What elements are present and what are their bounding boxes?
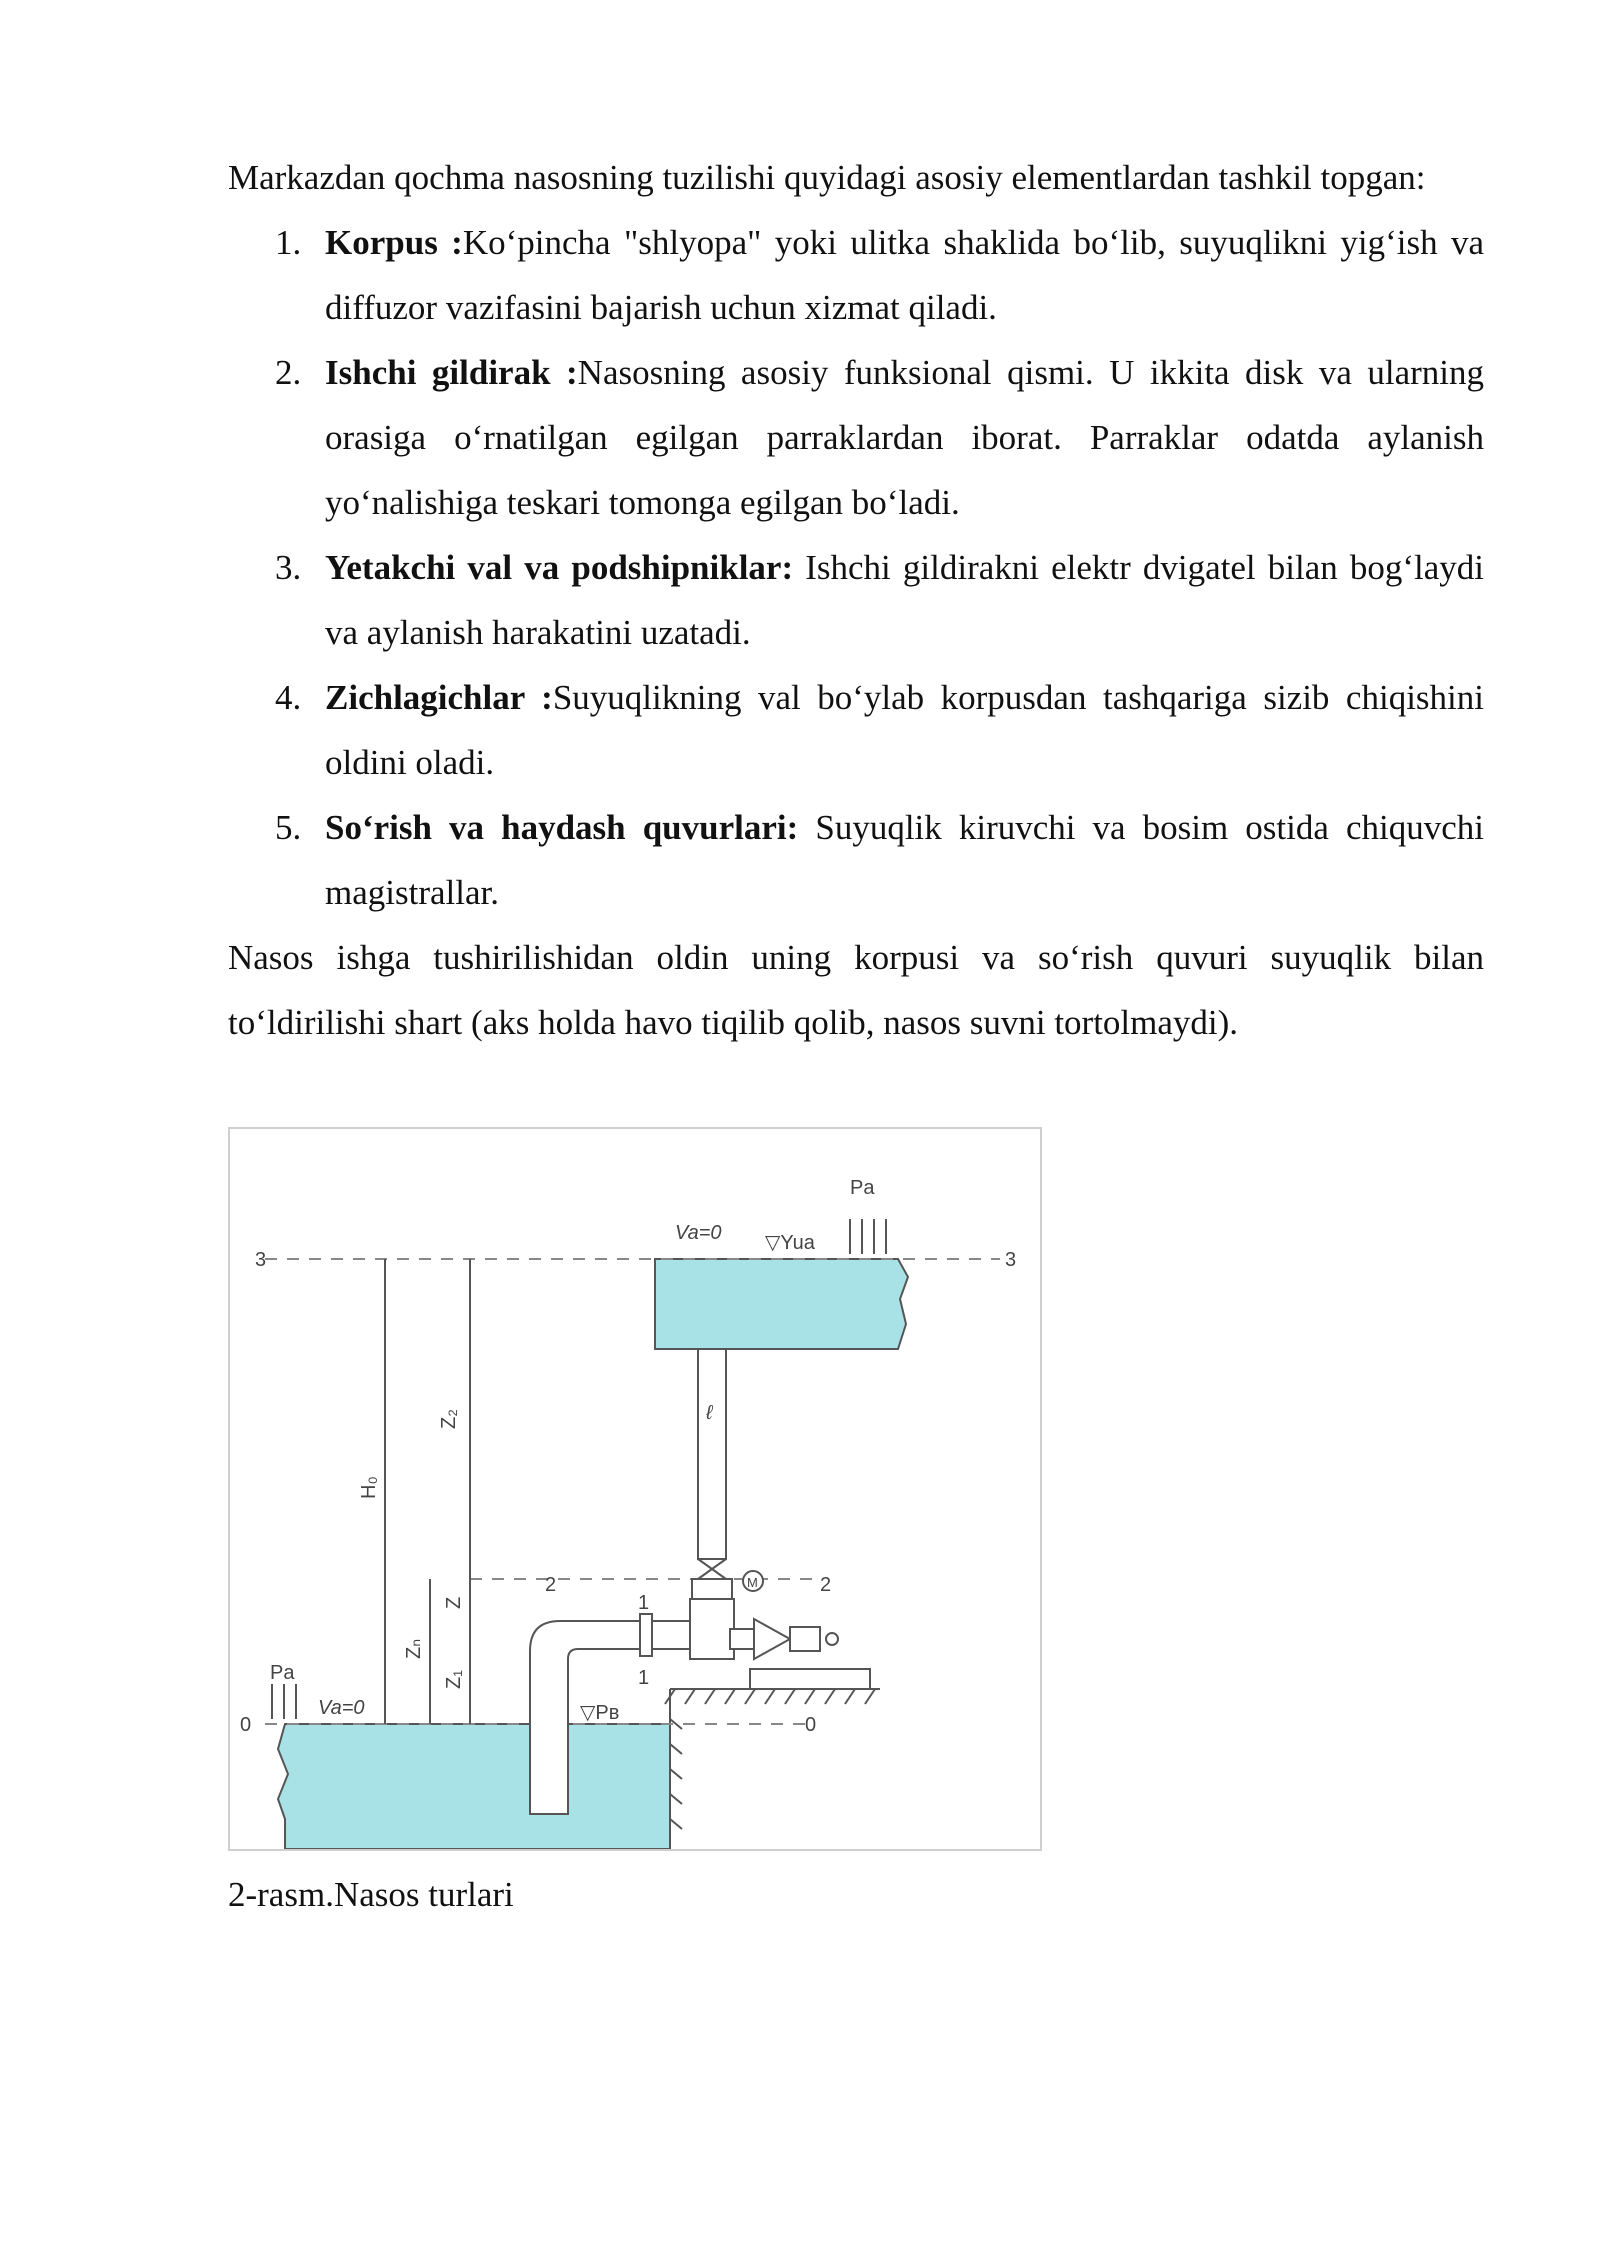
- upper-tank-water: [655, 1259, 908, 1349]
- list-text: Suyuqlikning val bo‘ylab korpusdan tashqariga sizib chiqishini oldini oladi.: [325, 678, 1484, 782]
- ground-hatch: [665, 1689, 880, 1849]
- label-h-total: H₀: [358, 1476, 380, 1499]
- label-pa-left: Pa: [270, 1662, 295, 1684]
- list-text: Nasosning asosiy funksional qismi. U ikkita disk va ularning orasiga o‘rnatilgan egilgan parraklardan iborat. Parraklar odatda aylanish yo‘nalishiga teskari tomonga egilgan bo‘ladi.: [325, 353, 1484, 522]
- list-item: [228, 795, 1484, 925]
- list-item: [228, 340, 1484, 535]
- label-v-bottom: Va=0: [318, 1697, 365, 1719]
- list-number: 2.: [275, 353, 302, 392]
- label-three-right: 3: [1005, 1249, 1017, 1271]
- list-term: So‘rish va haydash quvurlari:: [325, 808, 799, 847]
- list-text: Ishchi gildirakni elektr dvigatel bilan bog‘laydi va aylanish harakatini uzatadi.: [325, 548, 1484, 652]
- elements-list: [228, 210, 1484, 925]
- list-item: [228, 535, 1484, 665]
- label-pa-top: Pa: [850, 1177, 875, 1199]
- label-pb: ▽Pв: [580, 1702, 620, 1724]
- label-z-s: Zₙ: [403, 1638, 425, 1659]
- list-text: Ko‘pincha "shlyopa" yoki ulitka shaklida bo‘lib, suyuqlikni yig‘ish va diffuzor vazifasini bajarish uchun xizmat qiladi.: [325, 223, 1484, 327]
- outro-paragraph: Nasos ishga tushirilishidan oldin uning korpusi va so‘rish quvuri suyuqlik bilan to‘ldirilishi shart (aks holda havo tiqilib qolib, nasos suvni tortolmaydi).: [228, 938, 1484, 1042]
- label-one-top: 1: [638, 1592, 650, 1614]
- document-body: [228, 145, 1484, 1055]
- label-two-mid: 2: [545, 1574, 557, 1596]
- label-zero-right: 0: [805, 1714, 817, 1736]
- label-motor: M: [747, 1575, 758, 1590]
- pump-diagram-figure: [228, 1127, 1042, 1851]
- label-one-bottom: 1: [638, 1667, 650, 1689]
- label-pipe-mark: ℓ: [706, 1402, 713, 1424]
- list-item: [228, 665, 1484, 795]
- list-text: Suyuqlik kiruvchi va bosim ostida chiquvchi magistrallar.: [325, 808, 1484, 912]
- list-number: 3.: [275, 548, 302, 587]
- list-number: 1.: [275, 223, 302, 262]
- label-z-small: Z: [443, 1596, 465, 1609]
- pump-body: [690, 1599, 870, 1689]
- pump-diagram: [230, 1129, 1040, 1849]
- dimension-lines: [385, 1259, 470, 1724]
- list-term: Korpus :: [325, 223, 463, 262]
- figure-caption: 2-rasm.Nasos turlari: [228, 1875, 514, 1914]
- label-three-left: 3: [255, 1249, 267, 1271]
- lower-reservoir-water: [278, 1724, 670, 1849]
- label-level-top: ▽Yua: [765, 1232, 815, 1254]
- intro-paragraph: Markazdan qochma nasosning tuzilishi quyidagi asosiy elementlardan tashkil topgan:: [228, 158, 1426, 197]
- label-z-upper: Z₂: [438, 1409, 460, 1429]
- list-term: Zichlagichlar :: [325, 678, 553, 717]
- label-z-lower: Z₁: [443, 1670, 465, 1689]
- label-two-right: 2: [820, 1574, 832, 1596]
- list-number: 4.: [275, 678, 302, 717]
- discharge-pipe: [692, 1349, 732, 1599]
- list-number: 5.: [275, 808, 302, 847]
- label-zero-left: 0: [240, 1714, 252, 1736]
- label-v-top: Va=0: [675, 1222, 722, 1244]
- list-term: Yetakchi val va podshipniklar:: [325, 548, 794, 587]
- list-item: [228, 210, 1484, 340]
- list-term: Ishchi gildirak :: [325, 353, 578, 392]
